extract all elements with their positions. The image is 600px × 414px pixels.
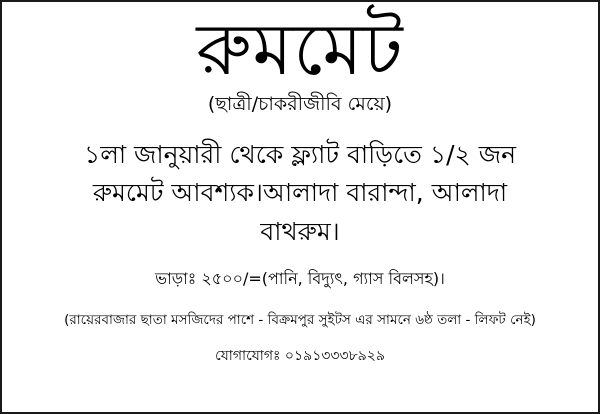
poster-title: রুমমেট <box>196 7 404 91</box>
body-line-1: ১লা জানুয়ারী থেকে ফ্ল্যাট বাড়িতে ১/২ জন <box>83 139 516 169</box>
contact-info: যোগাযোগঃ ০১৯১৩৩৩৮৯২৯ <box>215 347 385 364</box>
body-line-2: রুমমেট আবশ্যক।আলাদা বারান্দা, আলাদা <box>92 178 508 208</box>
body-line-3: বাথরুম। <box>260 217 340 247</box>
poster-body <box>16 136 584 252</box>
address-info: (রায়েরবাজার ছাতা মসজিদের পাশে - বিক্রমপুর সুইটস এর সামনে ৬ষ্ঠ তলা - লিফট নেই) <box>64 311 536 328</box>
rent-info: ভাড়াঃ ২৫০০/=(পানি, বিদ্যুৎ, গ্যাস বিলসহ)। <box>155 268 445 288</box>
poster-subtitle: (ছাত্রী/চাকরীজীবি মেয়ে) <box>207 92 393 115</box>
